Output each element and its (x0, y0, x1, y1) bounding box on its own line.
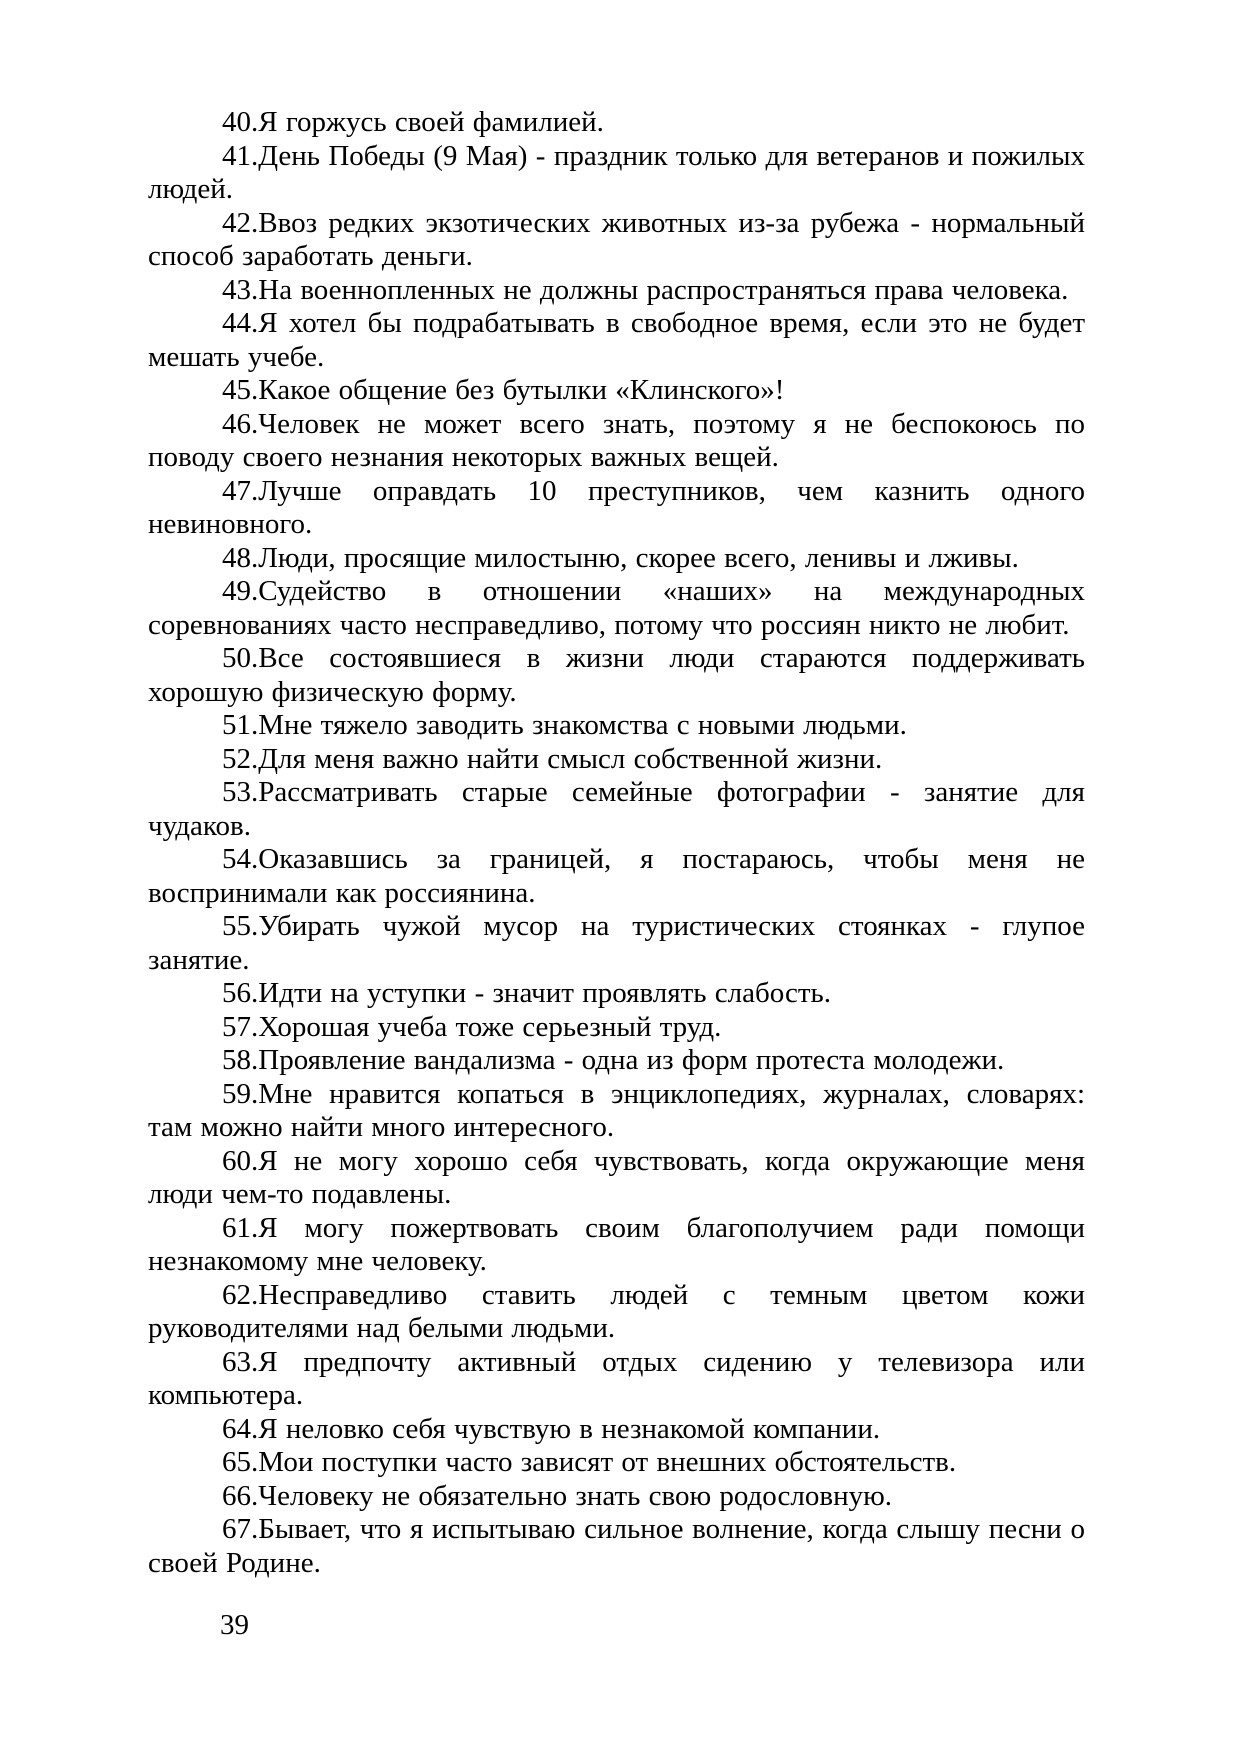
statement-number: 47. (222, 474, 259, 507)
statement-number: 41. (222, 139, 259, 172)
statement-text: День Победы (9 Мая) - праздник только для ветеранов и пожилых людей. (148, 139, 1085, 205)
statement-item (148, 776, 1085, 843)
statement-number: 56. (222, 977, 259, 1009)
statement-item (148, 374, 1085, 408)
statement-item (148, 1011, 1085, 1045)
statement-item (148, 542, 1085, 576)
statement-item (148, 709, 1085, 743)
page-number: 39 (220, 1609, 249, 1641)
statement-number: 48. (222, 541, 259, 574)
statement-number: 46. (222, 407, 259, 440)
statement-item (148, 106, 1085, 140)
statement-text: Лучше оправдать 10 преступников, чем казнить одного невиновного. (148, 474, 1085, 540)
statement-item (148, 1044, 1085, 1078)
statement-item (148, 977, 1085, 1011)
statement-text: Мне нравится копаться в энциклопедиях, журналах, словарях: там можно найти много интересного. (148, 1077, 1085, 1143)
statement-text: Все состоявшиеся в жизни люди стараются поддерживать хорошую физическую форму. (148, 642, 1085, 708)
statement-number: 65. (222, 1446, 259, 1478)
statement-item (148, 207, 1085, 274)
statement-text: Ввоз редких экзотических животных из-за рубежа - нормальный способ заработать деньги. (148, 206, 1085, 272)
statement-item (148, 743, 1085, 777)
statement-number: 45. (222, 374, 259, 406)
statement-text: Для меня важно найти смысл собственной жизни. (258, 742, 883, 775)
statement-text: Идти на уступки - значит проявлять слабость. (258, 977, 831, 1009)
statement-text: Человек не может всего знать, поэтому я не беспокоюсь по поводу своего незнания некоторых важных вещей. (148, 407, 1085, 473)
statement-item (148, 1480, 1085, 1514)
statement-item (148, 1078, 1085, 1145)
statement-text: Хорошая учеба тоже серьезный труд. (258, 1010, 722, 1043)
statement-text: Человеку не обязательно знать свою родословную. (258, 1479, 893, 1512)
statement-number: 50. (222, 642, 259, 674)
statement-text: Убирать чужой мусор на туристических стоянках - глупое занятие. (148, 910, 1085, 976)
statement-item (148, 1212, 1085, 1279)
statement-number: 43. (222, 273, 259, 306)
statement-text: Я неловко себя чувствую в незнакомой компании. (258, 1412, 881, 1445)
statement-item (148, 307, 1085, 374)
statement-number: 44. (222, 307, 259, 339)
statement-text: Я могу пожертвовать своим благополучием ради помощи незнакомому мне человеку. (148, 1211, 1085, 1277)
statement-text: Судейство в отношении «наших» на международных соревнованиях часто несправедливо, потому что россиян никто не любит. (148, 575, 1085, 641)
statement-item (148, 1413, 1085, 1447)
statement-number: 64. (222, 1412, 259, 1445)
statement-number: 53. (222, 776, 259, 808)
statement-number: 61. (222, 1211, 259, 1244)
statement-item (148, 274, 1085, 308)
statement-text: Я не могу хорошо себя чувствовать, когда окружающие меня люди чем-то подавлены. (148, 1144, 1085, 1210)
statement-number: 42. (222, 206, 259, 239)
statement-number: 66. (222, 1479, 259, 1512)
statement-text: На военнопленных не должны распространяться права человека. (258, 273, 1069, 306)
statement-number: 49. (222, 575, 259, 607)
statement-text: Какое общение без бутылки «Клинского»! (258, 374, 785, 406)
statement-text: Я предпочту активный отдых сидению у телевизора или компьютера. (148, 1345, 1085, 1411)
statement-number: 57. (222, 1010, 259, 1043)
statement-number: 62. (222, 1278, 259, 1311)
statement-number: 55. (222, 910, 259, 942)
statement-number: 63. (222, 1345, 259, 1378)
statement-text: Бывает, что я испытываю сильное волнение, когда слышу песни о своей Родине. (148, 1513, 1085, 1579)
statement-item (148, 1513, 1085, 1580)
statement-text: Я горжусь своей фамилией. (258, 106, 604, 138)
statement-number: 60. (222, 1144, 259, 1177)
statement-item (148, 408, 1085, 475)
statement-number: 54. (222, 843, 259, 875)
statement-text: Несправедливо ставить людей с темным цветом кожи руководителями над белыми людьми. (148, 1278, 1085, 1344)
statement-list (148, 106, 1085, 1580)
statement-item (148, 910, 1085, 977)
statement-number: 51. (222, 709, 259, 741)
statement-number: 59. (222, 1077, 259, 1110)
statement-number: 52. (222, 742, 259, 775)
statement-item (148, 575, 1085, 642)
statement-item (148, 1446, 1085, 1480)
statement-item (148, 843, 1085, 910)
statement-item (148, 1279, 1085, 1346)
statement-number: 40. (222, 106, 259, 138)
statement-text: Я хотел бы подрабатывать в свободное время, если это не будет мешать учебе. (148, 307, 1085, 373)
statement-item (148, 1346, 1085, 1413)
statement-item (148, 642, 1085, 709)
statement-text: Проявление вандализма - одна из форм протеста молодежи. (258, 1044, 1005, 1076)
statement-item (148, 475, 1085, 542)
statement-text: Рассматривать старые семейные фотографии - занятие для чудаков. (148, 776, 1085, 842)
statement-number: 67. (222, 1513, 259, 1545)
statement-text: Мои поступки часто зависят от внешних обстоятельств. (258, 1446, 957, 1478)
statement-item (148, 1145, 1085, 1212)
statement-item (148, 140, 1085, 207)
statement-text: Люди, просящие милостыню, скорее всего, ленивы и лживы. (258, 541, 1019, 574)
statement-number: 58. (222, 1044, 259, 1076)
statement-text: Мне тяжело заводить знакомства с новыми людьми. (258, 709, 907, 741)
statement-text: Оказавшись за границей, я постараюсь, чтобы меня не воспринимали как россиянина. (148, 843, 1085, 909)
